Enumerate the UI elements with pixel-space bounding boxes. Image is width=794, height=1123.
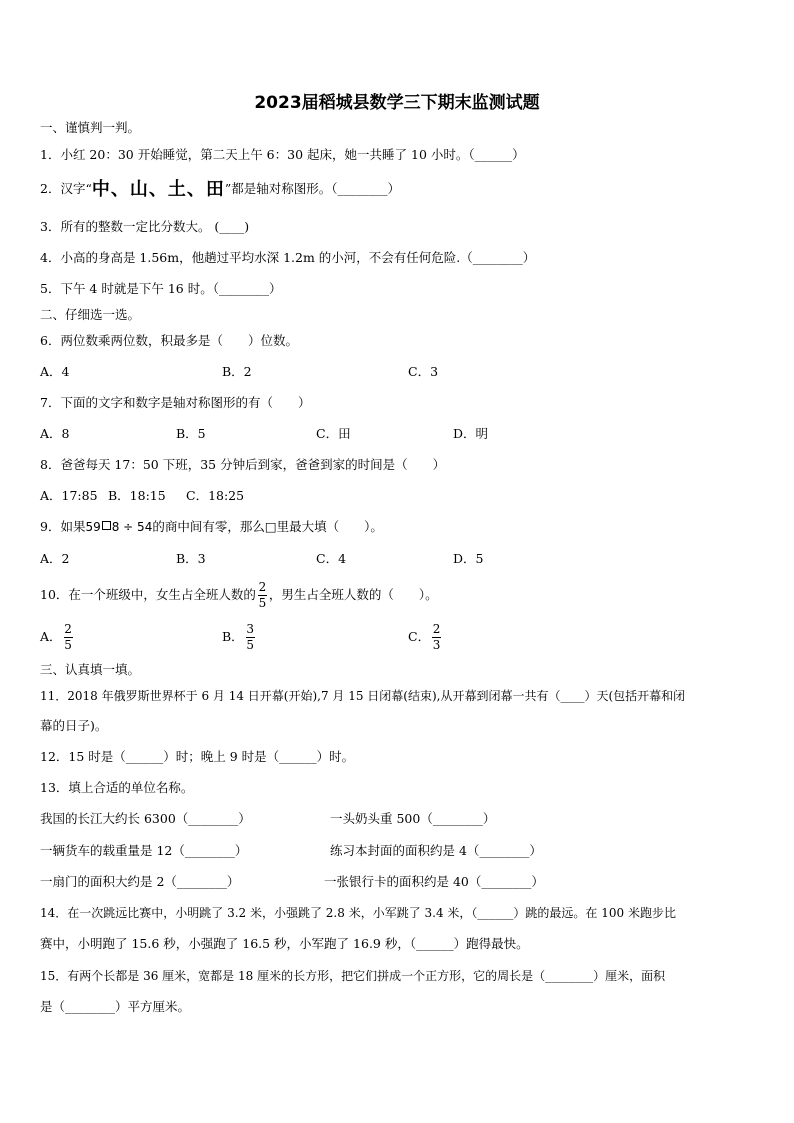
question-8-option-c: C．18:25 [186,488,245,503]
fraction-denominator: 3 [432,638,441,652]
question-10-option-a [40,620,75,654]
question-8-stem: 8．爸爸每天 17：50 下班，35 分钟后到家，爸爸到家的时间是（ ） [40,457,446,472]
fraction-numerator: 3 [246,622,254,636]
question-10-stem [40,578,438,612]
question-15-line-1: 15．有两个长都是 36 厘米，宽都是 18 厘米的长方形，把它们拼成一个正方形，它的周长是（________）厘米，面积 [40,969,666,983]
fraction-denominator: 5 [246,638,254,652]
question-2 [40,181,400,198]
question-9-option-d: D．5 [453,551,484,566]
question-9-stem [40,519,383,535]
question-13-stem: 13．填上合适的单位名称。 [40,780,194,795]
section-2-heading: 二、仔细选一选。 [40,307,141,322]
question-6-option-a: A．4 [40,364,70,379]
question-6-stem: 6．两位数乘两位数，积最多是（ ）位数。 [40,333,298,348]
question-10-suffix: ，男生占全班人数的（ ）。 [268,587,438,602]
question-7-option-d: D．明 [453,426,489,441]
question-8-option-b: B．18:15 [108,488,166,503]
option-c-fraction [432,623,441,652]
question-2-characters: 中、山、土、田 [91,179,225,200]
fraction-denominator: 5 [64,638,72,652]
question-10-prefix: 10．在一个班级中，女生占全班人数的 [40,587,256,602]
question-9-expression-part-a: 59 [85,520,101,534]
question-9-option-b: B．3 [176,551,206,566]
question-2-prefix: 2．汉字“ [40,181,92,196]
question-13-item-5: 一扇门的面积大约是 2（________） [40,874,240,889]
question-9-prefix: 9．如果 [40,519,86,534]
fraction-numerator: 2 [432,622,441,636]
section-3-heading: 三、认真填一填。 [40,662,141,677]
fraction-denominator: 5 [258,596,267,610]
fraction-numerator: 2 [258,580,267,594]
question-13-item-2: 一头奶头重 500（________） [330,811,496,826]
question-6-option-c: C．3 [408,364,439,379]
question-10-fraction [258,581,267,610]
question-7-option-c: C．田 [316,426,351,441]
question-9-suffix: 的商中间有零，那么□里最大填（ ）。 [152,519,383,534]
question-5: 5．下午 4 时就是下午 16 时。（________） [40,281,282,296]
question-13-item-6: 一张银行卡的面积约是 40（________） [324,874,544,889]
question-8-option-a: A．17:85 [40,488,98,503]
question-7-stem: 7．下面的文字和数字是轴对称图形的有（ ） [40,395,311,410]
section-1-heading: 一、谨慎判一判。 [40,120,141,135]
question-14-line-1: 14．在一次跳远比赛中，小明跳了 3.2 米，小强跳了 2.8 米，小军跳了 3.4 米，（______）跳的最远。在 100 米跑步比 [40,906,676,920]
option-label: B． [222,629,244,644]
question-11-line-1: 11．2018 年俄罗斯世界杯于 6 月 14 日开幕(开始),7 月 15 日闭幕(结束),从开幕到闭幕一共有（____）天(包括开幕和闭 [40,689,686,703]
question-14-line-2: 赛中，小明跑了 15.6 秒，小强跑了 16.5 秒，小军跑了 16.9 秒，（______）跑得最快。 [40,936,529,951]
question-12: 12．15 时是（______）时；晚上 9 时是（______）时。 [40,749,355,764]
question-10-option-b [222,620,257,654]
question-3: 3．所有的整数一定比分数大。 (____) [40,219,250,234]
question-9-option-c: C．4 [316,551,347,566]
question-11-line-2: 幕的日子)。 [40,718,108,733]
page-title: 2023届稻城县数学三下期末监测试题 [254,93,540,113]
question-7-option-a: A．8 [40,426,70,441]
option-b-fraction [246,623,255,652]
question-13-item-1: 我国的长江大约长 6300（________） [40,811,251,826]
question-15-line-2: 是（________）平方厘米。 [40,999,191,1014]
question-10-option-c [408,620,443,654]
option-label: C． [408,629,431,644]
question-9-option-a: A．2 [40,551,70,566]
option-label: A． [40,629,62,644]
option-a-fraction [64,623,73,652]
fraction-numerator: 2 [64,622,72,636]
question-1: 1．小红 20：30 开始睡觉，第二天上午 6：30 起床，她一共睡了 10 小时。（______） [40,147,525,162]
question-13-item-4: 练习本封面的面积约是 4（________） [330,843,542,858]
question-13-item-3: 一辆货车的载重量是 12（________） [40,843,248,858]
question-9-expression-part-b: 8 ÷ 54 [111,520,153,534]
question-6-option-b: B．2 [222,364,252,379]
question-4: 4．小高的身高是 1.56m，他趟过平均水深 1.2m 的小河，不会有任何危险.（________） [40,250,536,265]
question-7-option-b: B．5 [176,426,206,441]
blank-box-icon [102,521,111,530]
question-2-suffix: ”都是轴对称图形。（________） [224,181,400,196]
question-9-expression [85,520,152,534]
